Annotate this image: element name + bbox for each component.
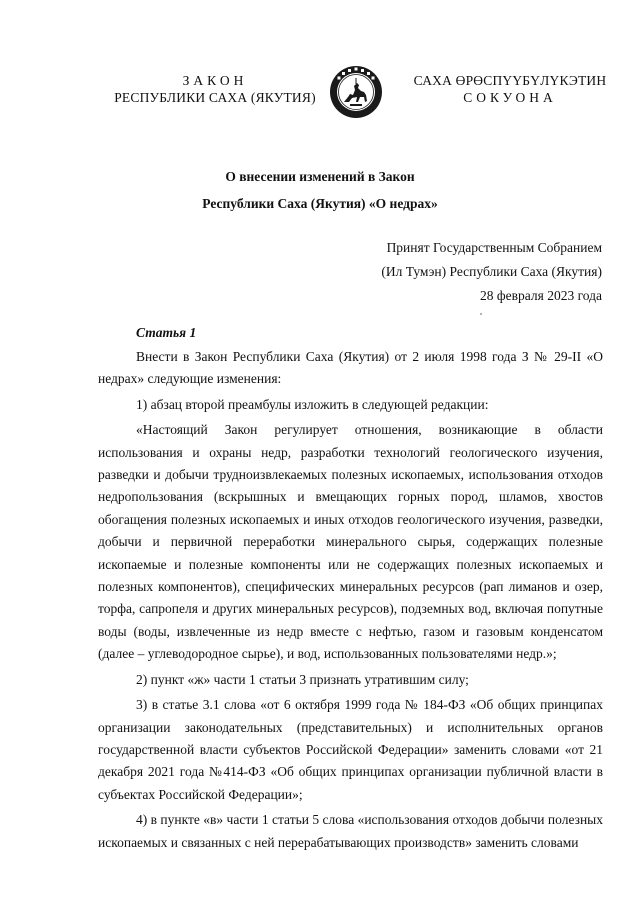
article-paragraph: 2) пункт «ж» части 1 статьи 3 признать утратившим силу;: [136, 671, 469, 687]
header-right-line1: САХА ӨРӨСПҮҮБҮЛҮКЭТИН: [413, 73, 607, 88]
header-left-line1: ЗАКОН: [182, 73, 248, 88]
coat-of-arms-icon: [328, 64, 384, 120]
article-heading: Статья 1: [136, 325, 197, 340]
header-left-line2: РЕСПУБЛИКИ САХА (ЯКУТИЯ): [114, 90, 316, 105]
article-body: [98, 346, 603, 857]
header-right-line2: СОКУОНА: [463, 90, 557, 105]
article-paragraph: 3) в статье 3.1 слова «от 6 октября 1999 года № 184-ФЗ «Об общих принципах организации законодательных (представительных) и исполнительных органов государственной власти субъектов Российской Федерации» заменить словами «от 21 декабря 2021 года №414-ФЗ «Об общих принципах организации публичной власти в субъектах Российской Федерации»;: [98, 697, 603, 802]
scan-speck: [480, 313, 482, 315]
adoption-block: [300, 236, 602, 308]
header-right: [410, 72, 610, 106]
document-title-line1: О внесении изменений в Закон: [225, 169, 415, 184]
article-paragraph: «Настоящий Закон регулирует отношения, возникающие в области использования и охраны недр, разработки технологий геологического изучения, разведки и добычи трудноизвлекаемых полезных ископаемых, использования отходов недропользования (вскрышных и вмещающих горных пород, шламов, хвостов обогащения полезных ископаемых и иных отходов геологического изучения, разведки, добычи и первичной переработки минерального сырья, содержащих полезные ископаемые и полезные компоненты или не содержащих полезных ископаемых и полезных компонентов), специфических минеральных ресурсов (рап лиманов и озер, торфа, сапропеля и других минеральных ресурсов), подземных вод, включая попутные воды (воды, извлеченные из недр вместе с нефтью, газом и газовым конденсатом (далее – углеводородное сырье), и вод, использованных пользователями недр.»;: [98, 422, 603, 662]
document-title-line2: Республики Саха (Якутия) «О недрах»: [202, 196, 438, 211]
header-left: [110, 72, 320, 106]
adoption-date: 28 февраля 2023 года: [480, 288, 602, 303]
adoption-line1: Принят Государственным Собранием: [386, 240, 602, 255]
adoption-line2: (Ил Тумэн) Республики Саха (Якутия): [381, 264, 602, 279]
article-paragraph: Внести в Закон Республики Саха (Якутия) от 2 июля 1998 года З № 29-II «О недрах» следующие изменения:: [98, 349, 603, 387]
article-paragraph: 4) в пункте «в» части 1 статьи 5 слова «использования отходов добычи полезных ископаемых и связанных с ней перерабатывающих производств» заменить словами: [98, 812, 603, 850]
document-title: [0, 163, 640, 217]
article-paragraph: 1) абзац второй преамбулы изложить в следующей редакции:: [136, 396, 489, 412]
